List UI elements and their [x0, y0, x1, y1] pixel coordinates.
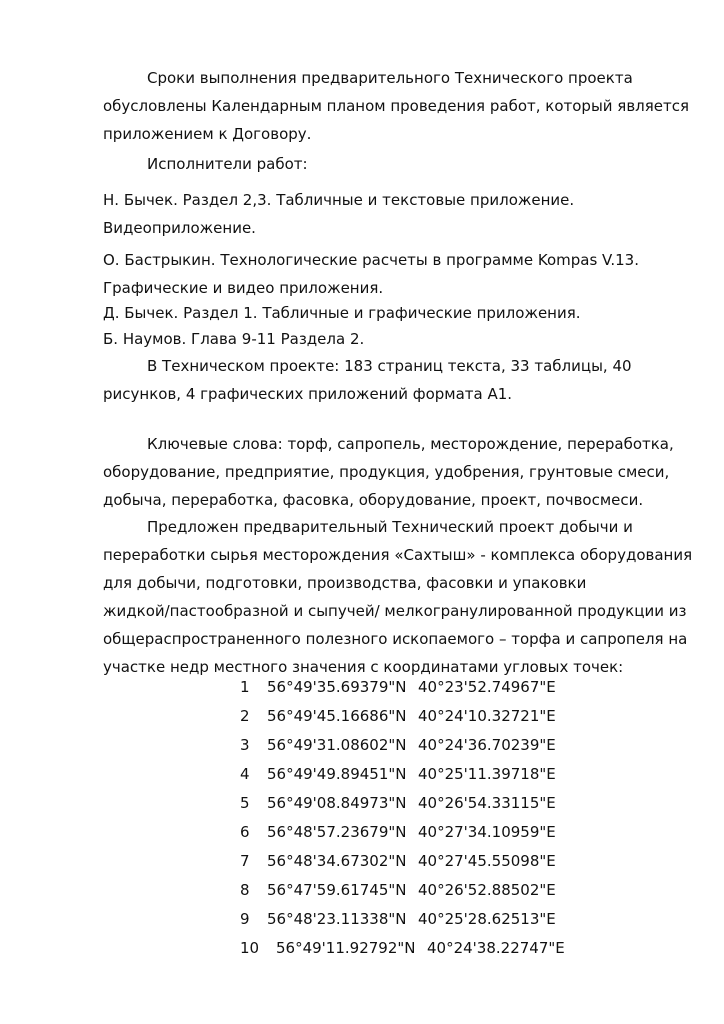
text-line: Н. Бычек. Раздел 2,3. Табличные и текстовые приложение. [103, 191, 575, 209]
latitude: 56°49'35.69379"N [267, 678, 407, 696]
longitude: 40°26'52.88502"E [418, 881, 556, 899]
latitude: 56°49'08.84973"N [267, 794, 407, 812]
longitude: 40°25'28.62513"E [418, 910, 556, 928]
performer-bychek-n [103, 186, 574, 242]
text-line: Сроки выполнения предварительного Технического проекта [147, 69, 633, 87]
point-number: 5 [240, 794, 250, 812]
proposal-paragraph [103, 513, 692, 681]
point-number: 10 [240, 939, 260, 957]
longitude: 40°24'10.32721"E [418, 707, 556, 725]
point-number: 1 [240, 678, 250, 696]
text-line: О. Бастрыкин. Технологические расчеты в программе Kompas V.13. [103, 251, 639, 269]
longitude: 40°26'54.33115"E [418, 794, 556, 812]
text-line: добыча, переработка, фасовка, оборудование, проект, почвосмеси. [103, 491, 644, 509]
latitude: 56°48'23.11338"N [267, 910, 407, 928]
text-line: переработки сырья месторождения «Сахтыш» - комплекса оборудования [103, 546, 693, 564]
text-line: Предложен предварительный Технический проект добычи и [147, 518, 633, 536]
deadlines-paragraph [103, 64, 689, 148]
text-line: Графические и видео приложения. [103, 279, 384, 297]
point-number: 7 [240, 852, 250, 870]
text-line: общераспространенного полезного ископаемого – торфа и сапропеля на [103, 630, 688, 648]
point-number: 2 [240, 707, 250, 725]
text-line: В Техническом проекте: 183 страниц текста, 33 таблицы, 40 [147, 357, 632, 375]
text-line: для добычи, подготовки, производства, фасовки и упаковки [103, 574, 587, 592]
longitude: 40°24'36.70239"E [418, 736, 556, 754]
volume-paragraph [103, 352, 632, 408]
text-line: Видеоприложение. [103, 219, 256, 237]
latitude: 56°47'59.61745"N [267, 881, 407, 899]
text-line: приложением к Договору. [103, 125, 312, 143]
performer-bastrykin [103, 246, 639, 302]
latitude: 56°48'34.67302"N [267, 852, 407, 870]
latitude: 56°49'49.89451"N [267, 765, 407, 783]
latitude: 56°49'11.92792"N [276, 939, 416, 957]
performer-naumov: Б. Наумов. Глава 9-11 Раздела 2. [103, 330, 365, 348]
point-number: 9 [240, 910, 250, 928]
point-number: 3 [240, 736, 250, 754]
longitude: 40°24'38.22747"E [427, 939, 565, 957]
longitude: 40°27'34.10959"E [418, 823, 556, 841]
text-line: оборудование, предприятие, продукция, удобрения, грунтовые смеси, [103, 463, 670, 481]
keywords-paragraph [103, 430, 674, 514]
point-number: 4 [240, 765, 250, 783]
latitude: 56°49'31.08602"N [267, 736, 407, 754]
performer-bychek-d: Д. Бычек. Раздел 1. Табличные и графические приложения. [103, 304, 581, 322]
text-line: жидкой/пастообразной и сыпучей/ мелкогранулированной продукции из [103, 602, 687, 620]
longitude: 40°23'52.74967"E [418, 678, 556, 696]
text-line: участке недр местного значения с координатами угловых точек: [103, 658, 624, 676]
latitude: 56°48'57.23679"N [267, 823, 407, 841]
longitude: 40°25'11.39718"E [418, 765, 556, 783]
text-line: Ключевые слова: торф, сапропель, месторождение, переработка, [147, 435, 674, 453]
point-number: 6 [240, 823, 250, 841]
point-number: 8 [240, 881, 250, 899]
text-line: рисунков, 4 графических приложений формата А1. [103, 385, 513, 403]
longitude: 40°27'45.55098"E [418, 852, 556, 870]
performers-title: Исполнители работ: [147, 155, 308, 173]
text-line: обусловлены Календарным планом проведения работ, который является [103, 97, 690, 115]
latitude: 56°49'45.16686"N [267, 707, 407, 725]
